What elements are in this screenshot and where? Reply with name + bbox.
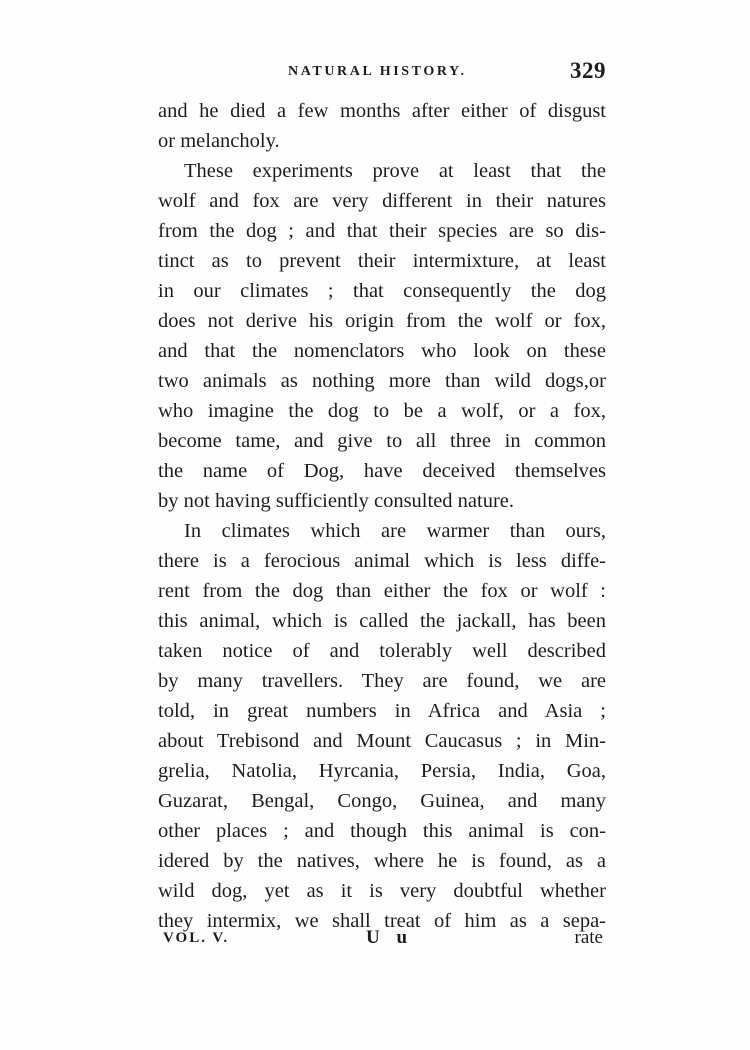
text-line: tinct as to prevent their intermixture, at least <box>158 250 606 272</box>
text-line: there is a ferocious animal which is less diffe- <box>158 550 606 572</box>
text-line: These experiments prove at least that the <box>184 160 606 182</box>
text-line: about Trebisond and Mount Caucasus ; in Min- <box>158 730 606 752</box>
page-number: 329 <box>570 58 606 83</box>
text-line: from the dog ; and that their species are so dis- <box>158 220 606 242</box>
text-line: grelia, Natolia, Hyrcania, Persia, India, Goa, <box>158 760 606 782</box>
text-line: by not having sufficiently consulted nature. <box>158 490 515 512</box>
text-line: Guzarat, Bengal, Congo, Guinea, and many <box>158 790 606 812</box>
page-footer <box>163 927 603 958</box>
volume-signature: VOL. V. <box>163 930 230 946</box>
text-line: they intermix, we shall treat of him as a sepa- <box>158 910 606 932</box>
running-title: NATURAL HISTORY. <box>288 64 467 79</box>
text-line: or melancholy. <box>158 130 280 152</box>
text-line: by many travellers. They are found, we are <box>158 670 606 692</box>
catchword: rate <box>574 927 603 948</box>
text-line: in our climates ; that consequently the dog <box>158 280 606 302</box>
body-text <box>158 96 606 936</box>
text-line: the name of Dog, have deceived themselves <box>158 460 606 482</box>
text-line: taken notice of and tolerably well described <box>158 640 606 662</box>
text-line: this animal, which is called the jackall, has been <box>158 610 606 632</box>
signature-mark: U u <box>366 927 414 948</box>
text-line: idered by the natives, where he is found, as a <box>158 850 606 872</box>
text-line: told, in great numbers in Africa and Asia ; <box>158 700 606 722</box>
text-line: wolf and fox are very different in their natures <box>158 190 606 212</box>
text-line: wild dog, yet as it is very doubtful whether <box>158 880 606 902</box>
text-line: In climates which are warmer than ours, <box>184 520 606 542</box>
page-header <box>288 58 618 88</box>
text-line: and he died a few months after either of disgust <box>158 100 606 122</box>
text-line: does not derive his origin from the wolf or fox, <box>158 310 606 332</box>
text-line: rent from the dog than either the fox or wolf : <box>158 580 606 602</box>
text-line: and that the nomenclators who look on these <box>158 340 606 362</box>
text-line: become tame, and give to all three in common <box>158 430 606 452</box>
text-line: who imagine the dog to be a wolf, or a fox, <box>158 400 606 422</box>
text-line: other places ; and though this animal is con- <box>158 820 606 842</box>
text-line: two animals as nothing more than wild dogs,or <box>158 370 606 392</box>
